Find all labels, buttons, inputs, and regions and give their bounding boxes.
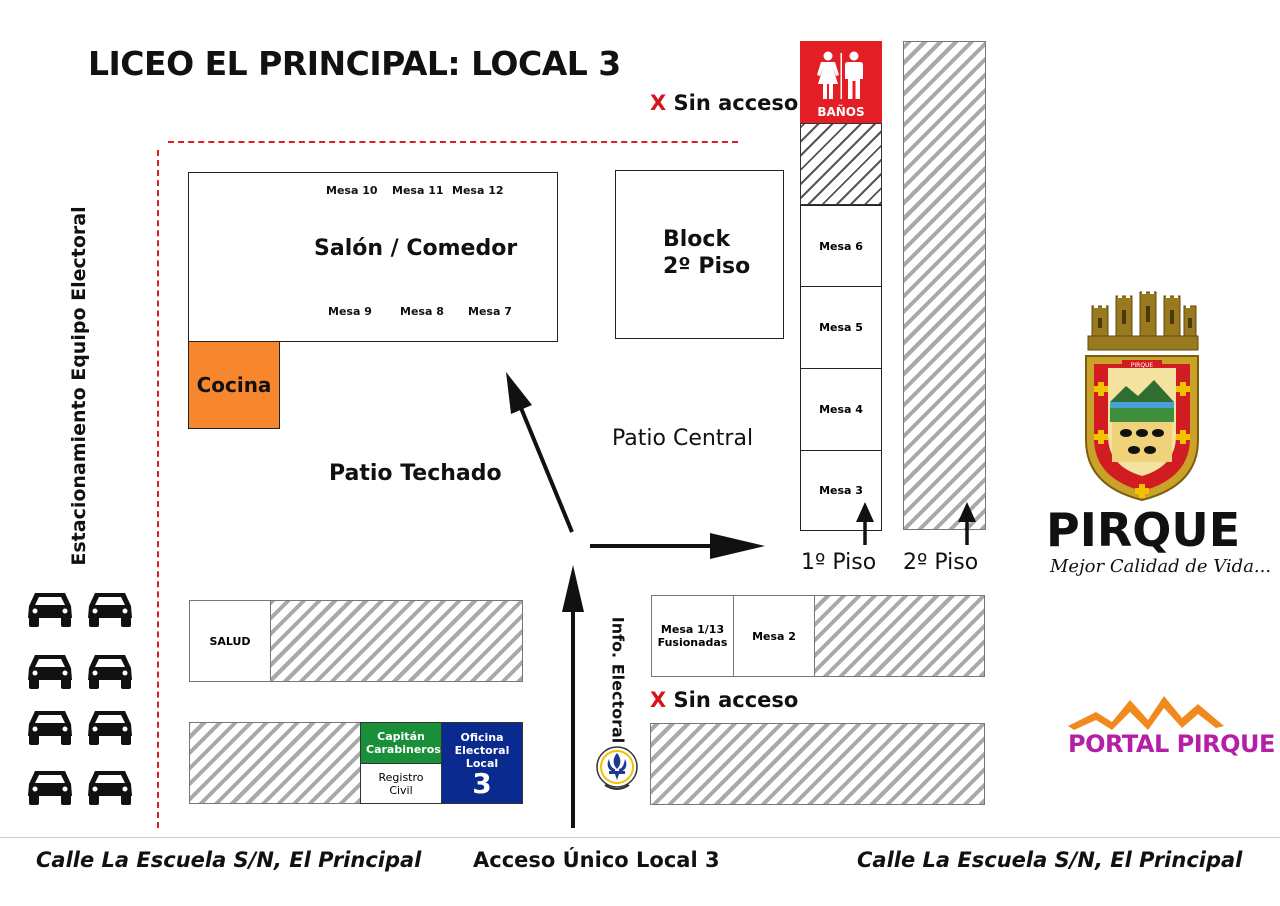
parking-label: Estacionamiento Equipo Electoral <box>68 206 90 566</box>
scout-badge-icon <box>595 745 639 795</box>
mesa-1-13-sub-label: Fusionadas <box>657 636 728 649</box>
salud-label: SALUD <box>209 634 251 648</box>
mesa-11-label: Mesa 11 <box>392 184 444 197</box>
oficina-number: 3 <box>472 767 492 800</box>
info-electoral-label: Info. Electoral <box>608 616 628 744</box>
hatched-area-right-bottom <box>650 723 985 805</box>
salon-comedor-label: Salón / Comedor <box>314 236 518 261</box>
no-access-text: Sin acceso <box>673 688 799 712</box>
mesa-9-label: Mesa 9 <box>328 305 372 318</box>
pirque-logo-name: PIRQUE <box>1046 503 1241 557</box>
pirque-crest-logo <box>1082 290 1202 502</box>
mesa-4-label: Mesa 4 <box>819 403 863 416</box>
patio-techado-label: Patio Techado <box>329 461 502 486</box>
no-access-x-icon: X <box>650 688 667 712</box>
mesa-10-label: Mesa 10 <box>326 184 378 197</box>
mesa-5-label: Mesa 5 <box>819 321 863 334</box>
pirque-logo-tagline: Mejor Calidad de Vida... <box>1050 556 1272 577</box>
oficina-electoral-room <box>441 722 523 804</box>
footer-divider <box>0 837 1280 838</box>
hatched-area-bottom-left <box>189 722 361 804</box>
mesa-12-label: Mesa 12 <box>452 184 504 197</box>
capitan-carabineros-label: Capitán Carabineros <box>366 730 441 756</box>
crest-text: PIRQUE <box>1130 362 1154 369</box>
registro-civil-room <box>360 763 442 804</box>
mesa-1-13-label: Mesa 1/13 <box>660 623 725 636</box>
mesa-6-label: Mesa 6 <box>819 239 863 253</box>
mesa-8-label: Mesa 8 <box>400 305 444 318</box>
oficina-electoral-label: Electoral <box>454 744 510 757</box>
footer-address-left: Calle La Escuela S/N, El Principal <box>36 848 422 872</box>
patio-central-label: Patio Central <box>612 426 754 451</box>
portal-pirque-mountains-icon <box>1066 690 1226 732</box>
capitan-carabineros-room <box>360 722 442 764</box>
oficina-local-label: Local <box>465 757 499 770</box>
page-title: LICEO EL PRINCIPAL: LOCAL 3 <box>88 44 621 83</box>
portal-pirque-label: PORTAL PIRQUE <box>1068 730 1275 758</box>
block-floor-label: 2º Piso <box>663 254 751 279</box>
second-floor-label: 2º Piso <box>903 550 979 575</box>
oficina-label: Oficina <box>460 731 504 744</box>
hatched-area-right-middle <box>814 595 985 677</box>
cocina-label: Cocina <box>196 373 272 397</box>
footer-address-right: Calle La Escuela S/N, El Principal <box>857 848 1243 872</box>
no-access-bottom <box>650 688 798 712</box>
footer-access-label: Acceso Único Local 3 <box>473 848 720 872</box>
registro-civil-label: Registro Civil <box>378 770 424 797</box>
mesa-3-label: Mesa 3 <box>819 484 863 497</box>
hatched-area-salud <box>270 600 523 682</box>
first-floor-label: 1º Piso <box>801 550 877 575</box>
block-label: Block <box>663 227 731 252</box>
mesa-1-13-room <box>651 595 734 677</box>
salud-room <box>189 600 271 682</box>
mesa-7-label: Mesa 7 <box>468 305 512 318</box>
mesa-2-label: Mesa 2 <box>752 629 796 643</box>
banos-label: BAÑOS <box>817 105 865 119</box>
mesa-2-room <box>733 595 815 677</box>
no-access-text: Sin acceso <box>673 91 799 115</box>
no-access-x-icon: X <box>650 91 667 115</box>
